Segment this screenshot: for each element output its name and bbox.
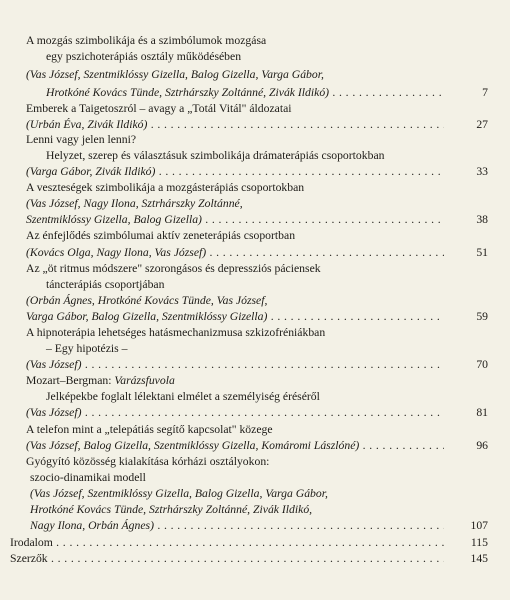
toc-line-text: Szerzők . . . [10,552,468,565]
toc-line-text: Szentmiklóssy Gizella, Balog Gizella) . . . [26,213,468,226]
toc-line-text: Jelképekbe foglalt lélektani elmélet a személyiség éréséről [46,390,320,403]
toc-line-text: (Vas József, Szentmiklóssy Gizella, Balog Gizella, Varga Gábor, [26,68,324,81]
toc-line-text: Gyógyító közösség kialakítása kórházi osztályokon: [26,455,270,468]
page-number: 70 [444,358,488,372]
toc-text-line [30,503,500,517]
toc-entry-line [46,86,468,100]
toc-line-text: egy pszichoterápiás osztály működésében [46,50,242,63]
toc-line-text: A telefon mint a „telepátiás segítő kapcsolat" közege [26,423,273,436]
page-number: 81 [444,406,488,420]
toc-line-text: A veszteségek szimbolikája a mozgásterápiás csoportokban [26,181,305,194]
toc-line-text: (Orbán Ágnes, Hrotkóné Kovács Tünde, Vas József, [26,294,268,307]
toc-entry-line [26,165,468,179]
toc-text-line [26,262,500,276]
toc-text-line [26,326,500,340]
toc-text-line [26,102,500,116]
toc-line-text: Emberek a Taigetoszról – avagy a „Totál Vitál" áldozatai [26,102,292,115]
toc-line-text: (Urbán Éva, Zivák Ildikó) . . . [26,118,468,131]
page-number: 7 [444,86,488,100]
toc-line-text: (Vas József, Balog Gizella, Szentmiklóssy Gizella, Komáromi Lászlóné) . . . [26,439,468,452]
toc-line-text: Lenni vagy jelen lenni? [26,133,137,146]
toc-line-text: Irodalom . . . [10,536,468,549]
toc-text-line [26,374,500,388]
toc-line-text: – Egy hipotézis – [46,342,128,355]
toc-text-line [26,68,500,82]
toc-line-text: táncterápiás csoportjában [46,278,165,291]
toc-entry-line [26,406,468,420]
page-number: 107 [444,519,488,533]
toc-entry-line [10,536,468,550]
page-number: 33 [444,165,488,179]
toc-text-line [30,487,500,501]
toc-text-line [46,50,500,64]
toc-line-text: Helyzet, szerep és választásuk szimbolikája drámaterápiás csoportokban [46,149,385,162]
toc-entry-line [26,118,468,132]
toc-entry-line [26,358,468,372]
toc-text-line [46,149,500,163]
toc-text-line [26,423,500,437]
toc-line-text: Az énfejlődés szimbólumai aktív zeneterápiás csoportban [26,229,296,242]
toc-text-line [46,390,500,404]
toc-line-text: Hrotkóné Kovács Tünde, Sztrhárszky Zoltánné, Zivák Ildikó, [30,503,313,516]
toc-line-text: szocio-dinamikai modell [30,471,146,484]
toc-text-line [26,455,500,469]
toc-entry-line [26,439,468,453]
toc-entry-line [30,519,468,533]
toc-text-line [46,278,500,292]
toc-line-text: Hrotkóné Kovács Tünde, Sztrhárszky Zoltánné, Zivák Ildikó) . . . [46,86,468,99]
toc-text-line [26,181,500,195]
page-number: 27 [444,118,488,132]
toc-line-text: Nagy Ilona, Orbán Ágnes) . . . [30,519,468,532]
toc-entry-line [26,213,468,227]
toc-line-text: (Vas József, Szentmiklóssy Gizella, Balog Gizella, Varga Gábor, [30,487,328,500]
toc-entry-line [26,246,468,260]
toc-line-text: (Vas József) . . . [26,358,468,371]
page-number: 115 [444,536,488,550]
toc-line-text: A mozgás szimbolikája és a szimbólumok mozgása [26,34,267,47]
toc-text-line [26,294,500,308]
toc-line-text: A hipnoterápia lehetséges hatásmechanizmusa szkizofréniákban [26,326,326,339]
toc-text-line [46,342,500,356]
toc-line-text: (Vas József) . . . [26,406,468,419]
toc-entry-line [10,552,468,566]
toc-line-text: Az „öt ritmus módszere" szorongásos és depressziós páciensek [26,262,321,275]
toc-text-line [30,471,500,485]
toc-line-text: (Varga Gábor, Zivák Ildikó) . . . [26,165,468,178]
page-number: 96 [444,439,488,453]
toc-line-text: Varga Gábor, Balog Gizella, Szentmiklóssy Gizella) . . . [26,310,468,323]
toc-line-text: (Vas József, Nagy Ilona, Sztrhárszky Zoltánné, [26,197,243,210]
toc-line-text: Mozart–Bergman: Varázsfuvola [26,374,175,387]
page-number: 51 [444,246,488,260]
toc-entry-line [26,310,468,324]
page-number: 59 [444,310,488,324]
toc-text-line [26,133,500,147]
toc-text-line [26,197,500,211]
page-number: 145 [444,552,488,566]
page-number: 38 [444,213,488,227]
toc-line-text: (Kovács Olga, Nagy Ilona, Vas József) . . . [26,246,468,259]
toc-text-line [26,34,500,48]
toc-text-line [26,229,500,243]
